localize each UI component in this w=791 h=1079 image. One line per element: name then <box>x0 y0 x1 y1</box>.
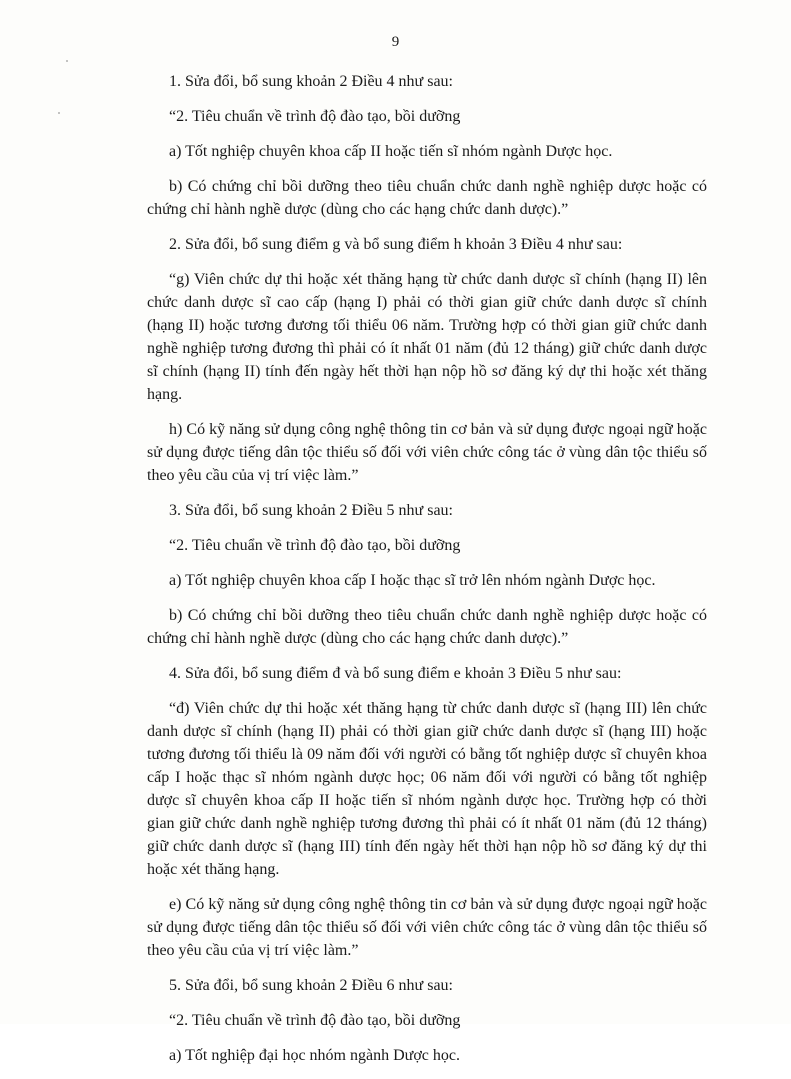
page-number: 9 <box>391 34 400 50</box>
scan-speck <box>58 112 60 114</box>
paragraph-14: e) Có kỹ năng sử dụng công nghệ thông tin cơ bản và sử dụng được ngoại ngữ hoặc sử dụng được tiếng dân tộc thiểu số đối với viên chức công tác ở vùng dân tộc thiểu số theo yêu cầu của vị trí việc làm.” <box>147 896 707 959</box>
paragraph-10: a) Tốt nghiệp chuyên khoa cấp I hoặc thạc sĩ trở lên nhóm ngành Dược học. <box>169 572 656 589</box>
paragraph-13: “đ) Viên chức dự thi hoặc xét thăng hạng từ chức danh dược sĩ (hạng III) lên chức danh dược sĩ chính (hạng II) phải có thời gian giữ chức danh dược sĩ (hạng III) hoặc tương đương tối thiểu là 09 năm đối với người có bằng tốt nghiệp dược sĩ chuyên khoa cấp I hoặc thạc sĩ nhóm ngành dược học; 06 năm đối với người có bằng tốt nghiệp dược sĩ chuyên khoa cấp II hoặc tiến sĩ nhóm ngành dược học. Trường hợp có thời gian giữ chức danh nghề nghiệp tương đương thì phải có ít nhất 01 năm (đủ 12 tháng) giữ chức danh dược sĩ (hạng III) tính đến ngày hết thời hạn nộp hồ sơ đăng ký dự thi hoặc xét thăng hạng. <box>147 700 707 878</box>
paragraph-8: 3. Sửa đổi, bổ sung khoản 2 Điều 5 như sau: <box>169 502 453 519</box>
document-body <box>147 70 707 1079</box>
paragraph-7: h) Có kỹ năng sử dụng công nghệ thông tin cơ bản và sử dụng được ngoại ngữ hoặc sử dụng được tiếng dân tộc thiểu số đối với viên chức công tác ở vùng dân tộc thiểu số theo yêu cầu của vị trí việc làm.” <box>147 421 707 484</box>
paragraph-5: 2. Sửa đổi, bổ sung điểm g và bổ sung điểm h khoản 3 Điều 4 như sau: <box>169 236 623 253</box>
scan-speck <box>66 60 68 62</box>
paragraph-12: 4. Sửa đổi, bổ sung điểm đ và bổ sung điểm e khoản 3 Điều 5 như sau: <box>169 665 622 682</box>
paragraph-3: a) Tốt nghiệp chuyên khoa cấp II hoặc tiến sĩ nhóm ngành Dược học. <box>169 143 613 160</box>
paragraph-1: 1. Sửa đổi, bổ sung khoản 2 Điều 4 như sau: <box>169 73 453 90</box>
paragraph-16: “2. Tiêu chuẩn về trình độ đào tạo, bồi dưỡng <box>169 1012 461 1029</box>
paragraph-15: 5. Sửa đổi, bổ sung khoản 2 Điều 6 như sau: <box>169 977 453 994</box>
paragraph-9: “2. Tiêu chuẩn về trình độ đào tạo, bồi dưỡng <box>169 537 461 554</box>
paragraph-17: a) Tốt nghiệp đại học nhóm ngành Dược học. <box>169 1047 460 1064</box>
paragraph-4: b) Có chứng chỉ bồi dưỡng theo tiêu chuẩn chức danh nghề nghiệp dược hoặc có chứng chỉ hành nghề dược (dùng cho các hạng chức danh dược).” <box>147 178 707 218</box>
paragraph-2: “2. Tiêu chuẩn về trình độ đào tạo, bồi dưỡng <box>169 108 461 125</box>
paragraph-11: b) Có chứng chỉ bồi dưỡng theo tiêu chuẩn chức danh nghề nghiệp dược hoặc có chứng chỉ hành nghề dược (dùng cho các hạng chức danh dược).” <box>147 607 707 647</box>
paragraph-6: “g) Viên chức dự thi hoặc xét thăng hạng từ chức danh dược sĩ chính (hạng II) lên chức danh dược sĩ cao cấp (hạng I) phải có thời gian giữ chức danh dược sĩ chính (hạng II) hoặc tương đương tối thiểu 06 năm. Trường hợp có thời gian giữ chức danh nghề nghiệp tương đương thì phải có ít nhất 01 năm (đủ 12 tháng) giữ chức danh dược sĩ chính (hạng II) tính đến ngày hết thời hạn nộp hồ sơ đăng ký dự thi hoặc xét thăng hạng. <box>147 271 707 403</box>
